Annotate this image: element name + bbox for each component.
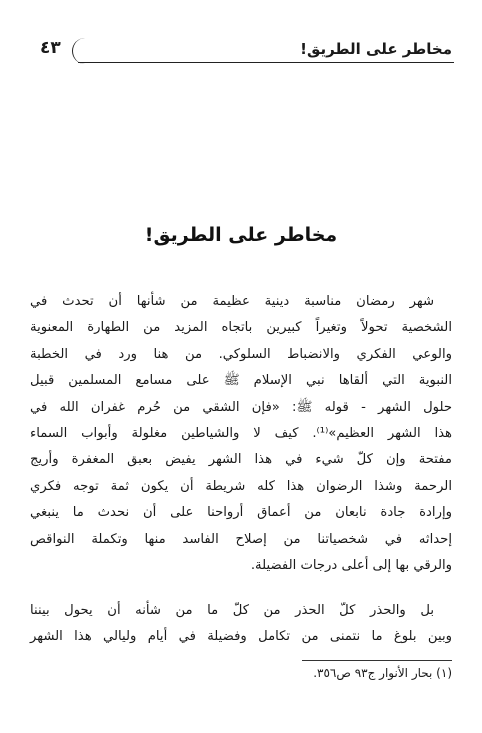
running-header bbox=[38, 36, 458, 66]
text-line: الشخصية تحولاً وتغيراً كبيرين باتجاه المزيد من الطهارة المعنوية bbox=[30, 320, 452, 336]
text-line: حلول الشهر - قوله ﷺ: «فإن الشقي من حُرم غفران الله في bbox=[30, 399, 452, 415]
text-line: النبوية التي ألقاها نبي الإسلام ﷺ على مسامع المسلمين قبيل bbox=[30, 373, 452, 389]
text-line: والرقي بها إلى أعلى درجات الفضيلة. bbox=[250, 557, 452, 573]
text-line: مفتحة وإن كلّ شيء في هذا الشهر يفيض بعبق المغفرة وأريج bbox=[30, 452, 452, 468]
paragraph-1 bbox=[30, 289, 452, 579]
text-line: وبين بلوغ ما نتمنى من تكامل وفضيلة في أيام وليالي هذا الشهر bbox=[30, 629, 452, 645]
text-line: إحداثه في شخصياتنا من إصلاح الفاسد منها وتكملة النواقص bbox=[30, 531, 452, 547]
footnote-rule bbox=[302, 660, 452, 661]
text-line: والوعي الفكري والانضباط السلوكي. من هنا ورد في الخطبة bbox=[30, 346, 452, 362]
page-number-badge bbox=[38, 36, 84, 64]
chapter-title: مخاطر على الطريق! bbox=[144, 224, 338, 246]
text-line: بل والحذر كلّ الحذر من كلّ ما من شأنه أن يحول بيننا bbox=[30, 603, 434, 618]
running-title: مخاطر على الطريق! bbox=[300, 40, 452, 58]
text-line: هذا الشهر العظيم»⁽¹⁾. كيف لا والشياطين مغلولة وأبواب السماء bbox=[30, 425, 452, 441]
page-number-bracket-ornament bbox=[72, 38, 87, 64]
text-line: شهر رمضان مناسبة دينية عظيمة من شأنها أن تحدث في bbox=[30, 294, 434, 309]
text-line: وإرادة جادة نابعان من أعماق أرواحنا على أن نحدث ما ينبغي bbox=[30, 505, 452, 521]
paragraph-2 bbox=[30, 598, 452, 651]
footnote: (١) بحار الأنوار ج٩٣ ص٣٥٦. bbox=[313, 666, 452, 680]
page-number: ٤٣ bbox=[40, 38, 61, 58]
text-line: الرحمة وشذا الرضوان هذا كله شريطة أن يكون ثمة توجه فكري bbox=[30, 478, 452, 494]
header-rule bbox=[78, 62, 454, 63]
